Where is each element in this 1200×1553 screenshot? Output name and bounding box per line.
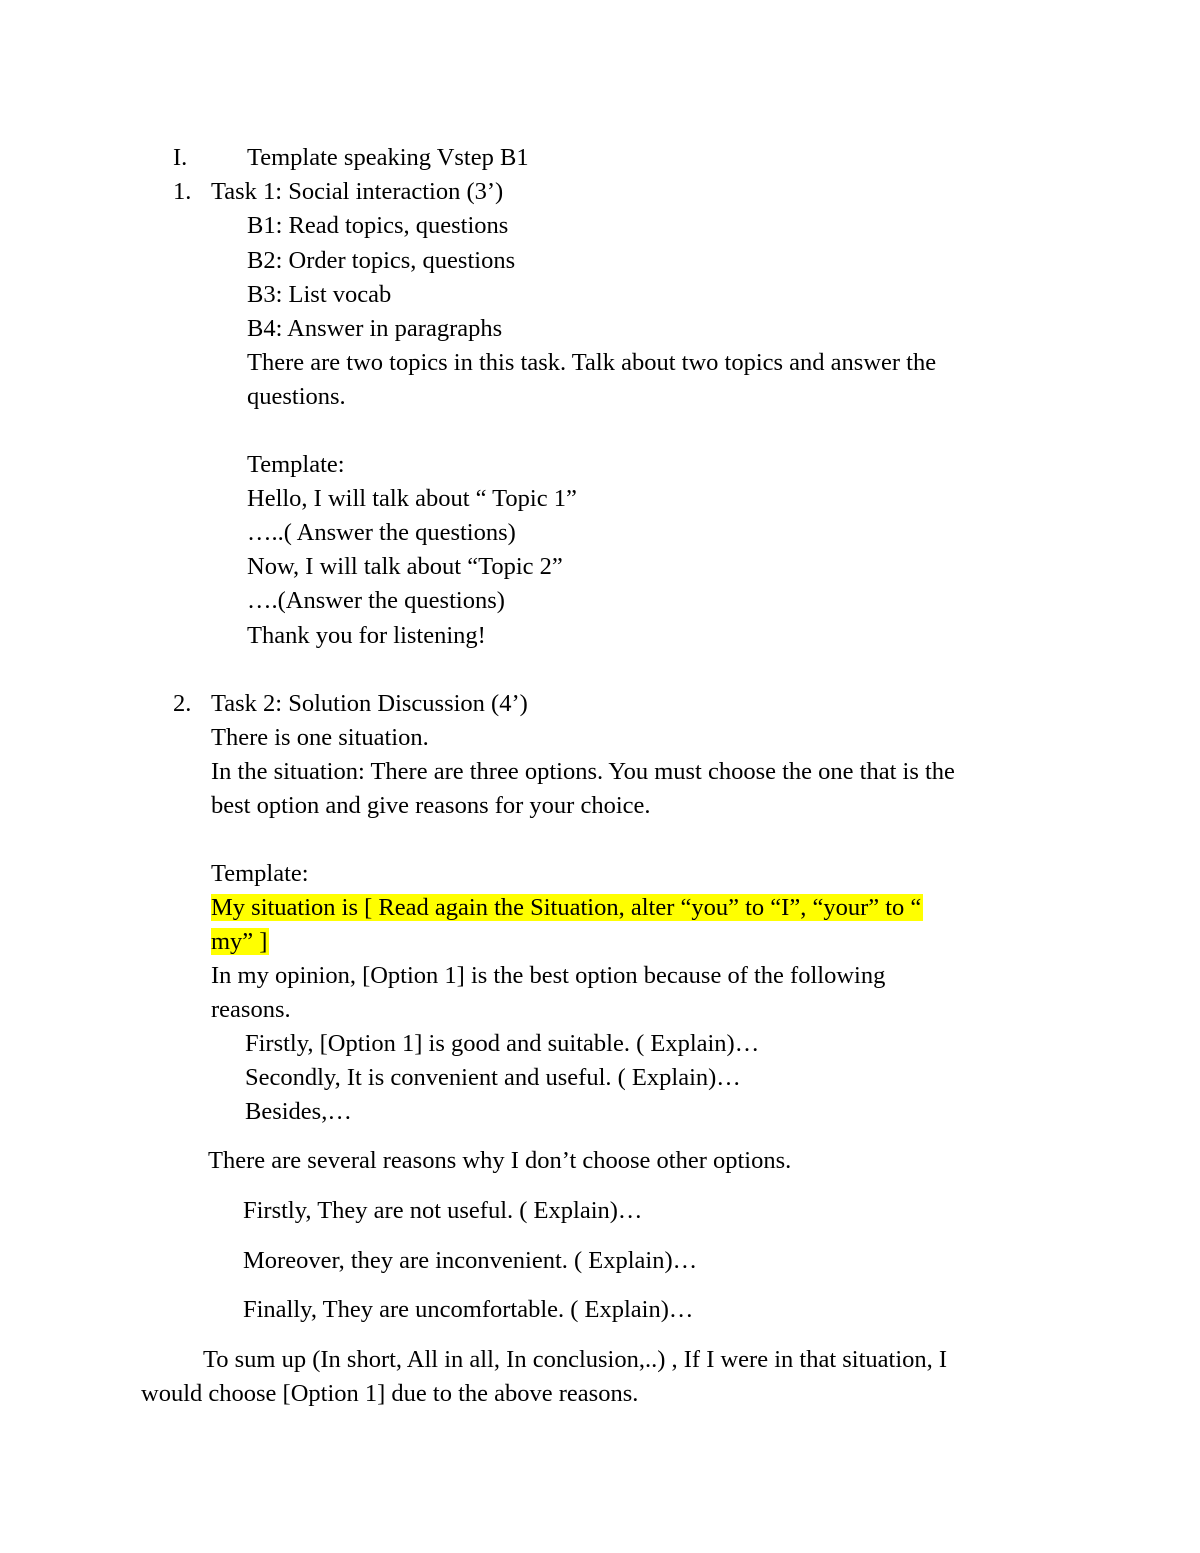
task1-template-line: Hello, I will talk about “ Topic 1” <box>247 485 577 512</box>
highlighted-text: My situation is [ Read again the Situation, alter “you” to “I”, “your” to “ <box>211 894 922 921</box>
task2-description-line: In the situation: There are three options. You must choose the one that is the <box>211 758 955 785</box>
section-title: Template speaking Vstep B1 <box>247 144 529 171</box>
task2-highlight-line <box>211 893 923 923</box>
task2-description-line: best option and give reasons for your choice. <box>211 792 651 819</box>
task2-opinion-line: In my opinion, [Option 1] is the best option because of the following <box>211 962 886 989</box>
task2-other-reason: Firstly, They are not useful. ( Explain)… <box>243 1197 643 1224</box>
task2-opinion-line: reasons. <box>211 996 291 1023</box>
task2-other-options-intro: There are several reasons why I don’t choose other options. <box>208 1147 792 1174</box>
task2-number: 2. <box>173 690 192 717</box>
task2-reason: Secondly, It is convenient and useful. ( Explain)… <box>245 1064 741 1091</box>
task2-conclusion-line: would choose [Option 1] due to the above reasons. <box>141 1380 639 1407</box>
task1-description-line: questions. <box>247 383 346 410</box>
task2-template-label: Template: <box>211 860 309 887</box>
task2-highlight-line <box>211 927 269 957</box>
task1-template-line: Thank you for listening! <box>247 622 486 649</box>
task2-other-reason: Finally, They are uncomfortable. ( Explain)… <box>243 1296 694 1323</box>
highlighted-text: my” ] <box>211 928 268 955</box>
task2-reason: Firstly, [Option 1] is good and suitable. ( Explain)… <box>245 1030 760 1057</box>
task2-other-reason: Moreover, they are inconvenient. ( Explain)… <box>243 1247 698 1274</box>
task1-description-line: There are two topics in this task. Talk about two topics and answer the <box>247 349 937 376</box>
task1-step: B4: Answer in paragraphs <box>247 315 503 342</box>
task1-template-line: Now, I will talk about “Topic 2” <box>247 553 563 580</box>
task1-template-line: ….(Answer the questions) <box>247 587 505 614</box>
task2-conclusion-line: To sum up (In short, All in all, In conclusion,..) , If I were in that situation, I <box>203 1346 948 1373</box>
task2-description-line: There is one situation. <box>211 724 429 751</box>
task1-template-line: …..( Answer the questions) <box>247 519 516 546</box>
task1-step: B2: Order topics, questions <box>247 247 516 274</box>
section-numeral: I. <box>173 144 188 171</box>
task1-number: 1. <box>173 178 192 205</box>
task2-reason: Besides,… <box>245 1098 352 1125</box>
task2-title: Task 2: Solution Discussion (4’) <box>211 690 528 717</box>
task1-step: B1: Read topics, questions <box>247 212 509 239</box>
task1-step: B3: List vocab <box>247 281 392 308</box>
task1-template-label: Template: <box>247 451 345 478</box>
task1-title: Task 1: Social interaction (3’) <box>211 178 504 205</box>
